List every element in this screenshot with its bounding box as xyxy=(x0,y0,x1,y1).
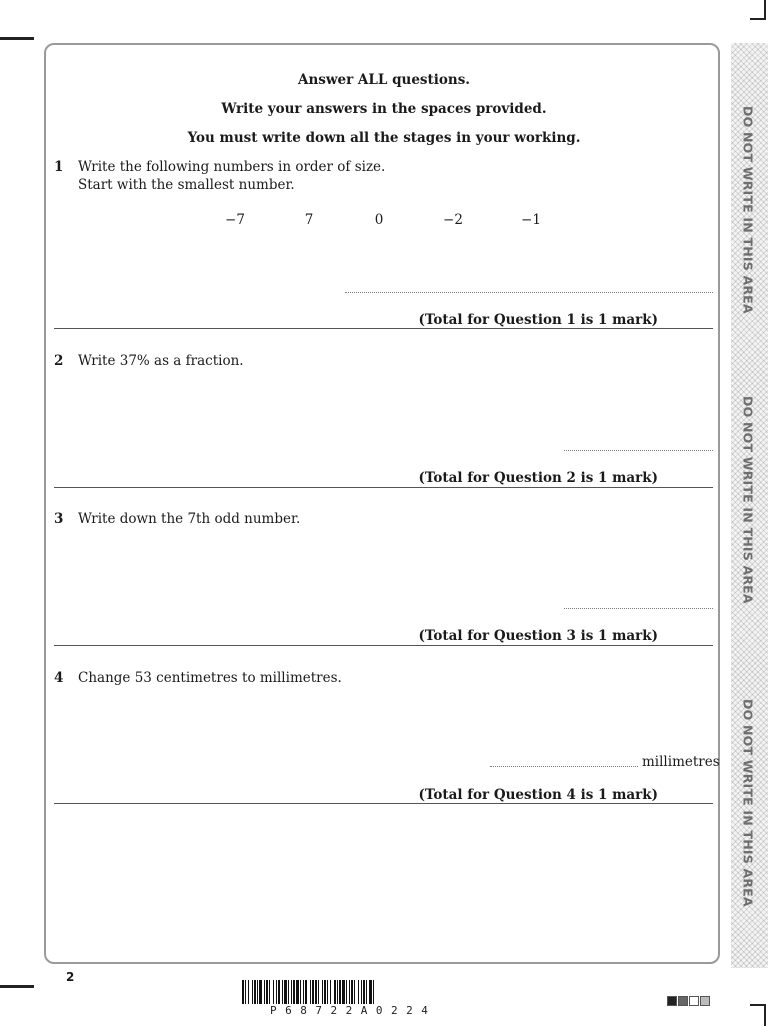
side-warning-3: DO NOT WRITE IN THIS AREA xyxy=(740,699,756,907)
question-number: 2 xyxy=(54,353,64,369)
corner-mark-bottom-right xyxy=(750,1004,766,1026)
number-item: −2 xyxy=(443,212,463,228)
barcode-text: P68722A0224 xyxy=(270,1004,437,1017)
answer-line[interactable] xyxy=(564,450,713,451)
answer-unit: millimetres xyxy=(642,754,720,770)
registration-squares xyxy=(667,996,710,1006)
question-number: 3 xyxy=(54,511,64,527)
question-divider xyxy=(54,645,713,646)
question-number: 1 xyxy=(54,159,64,175)
question-divider xyxy=(54,487,713,488)
side-warning-2: DO NOT WRITE IN THIS AREA xyxy=(740,396,756,604)
question-text: Change 53 centimetres to millimetres. xyxy=(78,670,342,686)
question-text: Write down the 7th odd number. xyxy=(78,511,301,527)
question-total: (Total for Question 2 is 1 mark) xyxy=(418,470,658,486)
question-text-line: Write the following numbers in order of size. xyxy=(78,159,386,175)
question-total: (Total for Question 1 is 1 mark) xyxy=(418,312,658,328)
answer-line[interactable] xyxy=(345,292,713,293)
instruction-working: You must write down all the stages in your working. xyxy=(187,130,581,146)
number-item: −1 xyxy=(521,212,541,228)
question-total: (Total for Question 3 is 1 mark) xyxy=(418,628,658,644)
instruction-spaces: Write your answers in the spaces provided. xyxy=(221,101,547,117)
side-warning-1: DO NOT WRITE IN THIS AREA xyxy=(740,106,756,314)
answer-line[interactable] xyxy=(490,766,638,767)
question-text xyxy=(78,158,385,194)
answer-line[interactable] xyxy=(564,608,713,609)
registration-square xyxy=(700,996,710,1006)
barcode-bar xyxy=(374,980,376,1004)
question-divider xyxy=(54,803,713,804)
number-item: −7 xyxy=(225,212,245,228)
question-number: 4 xyxy=(54,670,64,686)
registration-square xyxy=(689,996,699,1006)
instruction-answer-all: Answer ALL questions. xyxy=(298,72,470,88)
question-total: (Total for Question 4 is 1 mark) xyxy=(418,787,658,803)
question-divider xyxy=(54,328,713,329)
number-item: 7 xyxy=(304,212,314,228)
question-text: Write 37% as a fraction. xyxy=(78,353,244,369)
question-text-line: Start with the smallest number. xyxy=(78,177,295,193)
registration-square xyxy=(678,996,688,1006)
margin-mark-top xyxy=(0,37,34,40)
margin-mark-bottom xyxy=(0,985,34,988)
registration-square xyxy=(667,996,677,1006)
corner-mark-top-right xyxy=(750,0,766,20)
page-number: 2 xyxy=(66,970,75,984)
number-item: 0 xyxy=(374,212,384,228)
barcode xyxy=(242,980,524,1004)
